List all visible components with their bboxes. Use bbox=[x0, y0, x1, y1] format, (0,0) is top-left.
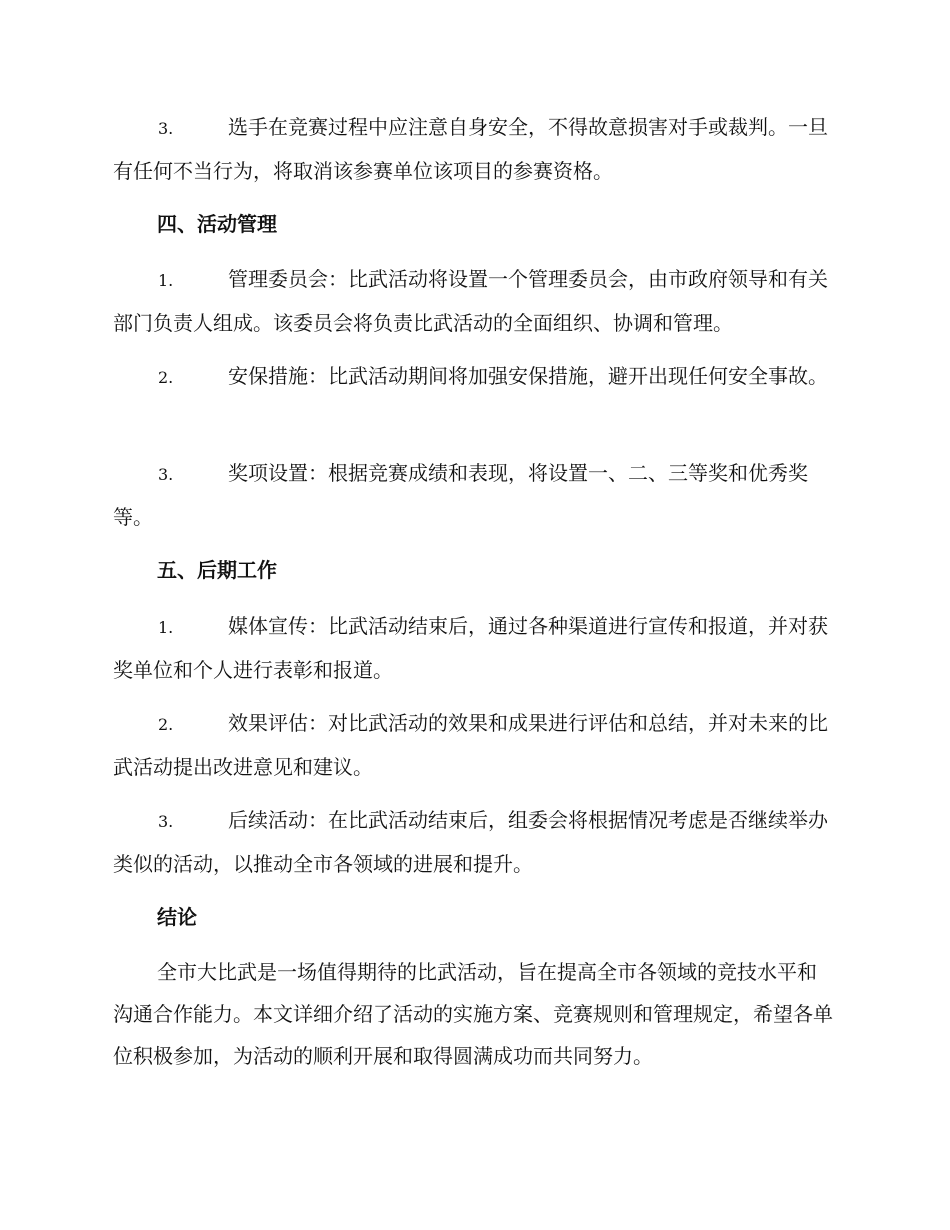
list-item-number: 3. bbox=[158, 465, 174, 484]
list-item-number: 2. bbox=[158, 715, 174, 734]
conclusion-paragraph: 全市大比武是一场值得期待的比武活动，旨在提高全市各领域的竞技水平和沟通合作能力。本文详细介绍了活动的实施方案、竞赛规则和管理规定，希望各单位积极参加，为活动的顺利开展和取得圆满成功而共同努力。 bbox=[113, 960, 833, 1068]
conclusion-heading: 结论 bbox=[157, 905, 197, 929]
list-item-text: 选手在竞赛过程中应注意自身安全，不得故意损害对手或裁判。一旦有任何不当行为，将取消该参赛单位该项目的参赛资格。 bbox=[113, 115, 828, 183]
list-item-number: 1. bbox=[158, 271, 174, 290]
list-item-number: 2. bbox=[158, 368, 174, 387]
list-item bbox=[113, 702, 835, 788]
list-item bbox=[113, 452, 835, 538]
list-item-number: 3. bbox=[158, 119, 174, 138]
section-heading-4: 四、活动管理 bbox=[157, 212, 277, 236]
list-item-text: 管理委员会：比武活动将设置一个管理委员会，由市政府领导和有关部门负责人组成。该委员会将负责比武活动的全面组织、协调和管理。 bbox=[113, 267, 828, 335]
list-item-number: 3. bbox=[158, 812, 174, 831]
list-item-text: 媒体宣传：比武活动结束后，通过各种渠道进行宣传和报道，并对获奖单位和个人进行表彰和报道。 bbox=[113, 614, 828, 682]
section-heading-5: 五、后期工作 bbox=[157, 558, 277, 582]
list-item bbox=[113, 355, 835, 399]
list-item-text: 安保措施：比武活动期间将加强安保措施，避开出现任何安全事故。 bbox=[228, 364, 828, 388]
list-item bbox=[113, 799, 835, 885]
list-item bbox=[113, 605, 835, 691]
list-item-number: 1. bbox=[158, 618, 174, 637]
list-item-text: 后续活动：在比武活动结束后，组委会将根据情况考虑是否继续举办类似的活动，以推动全市各领域的进展和提升。 bbox=[113, 808, 828, 876]
list-item bbox=[113, 106, 835, 192]
list-item-text: 奖项设置：根据竞赛成绩和表现，将设置一、二、三等奖和优秀奖等。 bbox=[113, 461, 808, 529]
list-item bbox=[113, 258, 835, 344]
list-item-text: 效果评估：对比武活动的效果和成果进行评估和总结，并对未来的比武活动提出改进意见和建议。 bbox=[113, 711, 828, 779]
